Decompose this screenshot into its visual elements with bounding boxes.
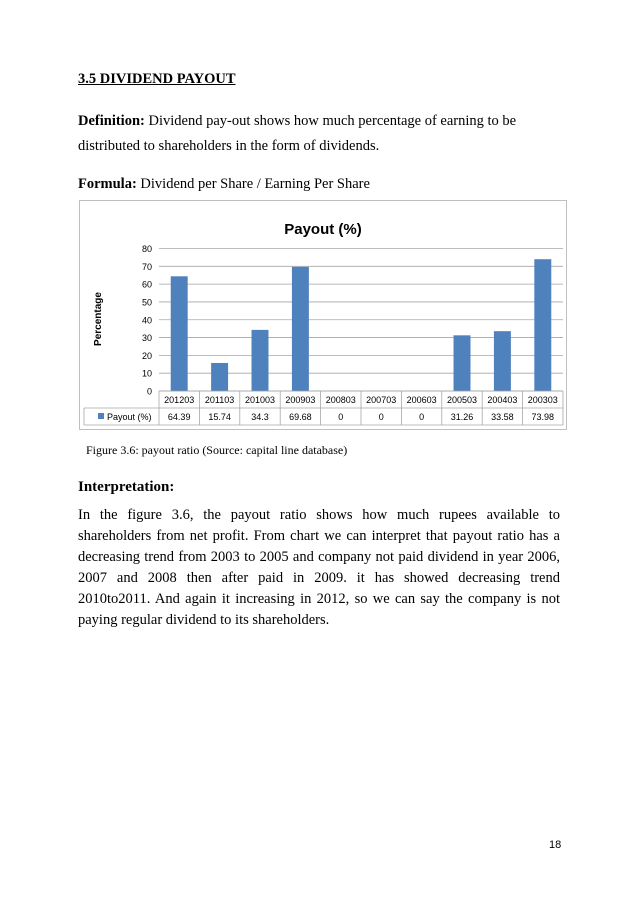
bar-201103 <box>211 363 228 391</box>
category-label: 201003 <box>244 395 276 405</box>
bar-200303 <box>534 259 551 391</box>
legend-label: Payout (%) <box>107 412 152 422</box>
bar-201003 <box>252 330 269 391</box>
data-label: 0 <box>419 412 425 422</box>
y-tick-label: 10 <box>141 368 152 379</box>
figure-caption: Figure 3.6: payout ratio (Source: capital line database) <box>86 443 348 457</box>
data-label: 31.26 <box>450 412 474 422</box>
legend-swatch <box>98 413 104 419</box>
definition-paragraph <box>78 109 560 159</box>
category-label: 200703 <box>366 395 397 405</box>
payout-chart <box>79 200 567 430</box>
bar-200903 <box>292 267 309 391</box>
data-label: 0 <box>378 412 384 422</box>
category-label: 200403 <box>487 395 518 405</box>
chart-canvas <box>80 201 566 429</box>
definition-text: Dividend pay-out shows how much percentage of earning to be distributed to shareholders in the form of dividends. <box>78 113 517 154</box>
y-tick-label: 80 <box>141 244 152 254</box>
definition-label: Definition: <box>78 113 145 129</box>
data-label: 34.3 <box>251 412 269 422</box>
y-tick-label: 70 <box>141 261 152 272</box>
bar-201203 <box>171 276 188 391</box>
formula-label: Formula: <box>78 176 137 192</box>
data-label: 69.68 <box>289 412 312 422</box>
category-label: 201103 <box>204 395 235 405</box>
data-label: 15.74 <box>208 412 231 422</box>
data-label: 33.58 <box>491 412 514 422</box>
chart-title: Payout (%) <box>284 221 362 238</box>
data-label: 64.39 <box>167 412 191 422</box>
section-heading: 3.5 DIVIDEND PAYOUT <box>78 71 236 87</box>
category-label: 200603 <box>406 395 437 405</box>
bar-200403 <box>494 331 511 391</box>
category-label: 200503 <box>446 395 478 405</box>
interpretation-heading: Interpretation: <box>78 479 175 495</box>
category-label: 200303 <box>527 395 558 405</box>
interpretation-paragraph: In the figure 3.6, the payout ratio shows how much rupees available to shareholders from net profit. From chart we can interpret that payout ratio has a decreasing trend from 2003 to 2005 and company not paid dividend in year 2006, 2007 and 2008 then after paid in 2009. it has showed decreasing trend 2010to2011. And again it increasing in 2012, so we can say the company is not paying regular dividend to its shareholders. <box>78 507 560 628</box>
y-tick-label: 40 <box>141 315 152 326</box>
category-label: 201203 <box>164 395 195 405</box>
bar-200503 <box>454 335 471 391</box>
y-tick-label: 0 <box>146 386 152 397</box>
y-tick-label: 60 <box>141 279 152 290</box>
y-tick-label: 20 <box>141 350 152 361</box>
data-label: 73.98 <box>531 412 555 422</box>
category-label: 200803 <box>325 395 356 405</box>
formula-text: Dividend per Share / Earning Per Share <box>136 176 370 192</box>
page-number: 18 <box>549 839 562 851</box>
data-label: 0 <box>338 412 344 422</box>
formula-paragraph <box>78 172 560 197</box>
y-tick-label: 30 <box>141 333 152 344</box>
y-tick-label: 50 <box>141 297 152 308</box>
y-axis-title: Percentage <box>93 292 104 346</box>
category-label: 200903 <box>285 395 316 405</box>
